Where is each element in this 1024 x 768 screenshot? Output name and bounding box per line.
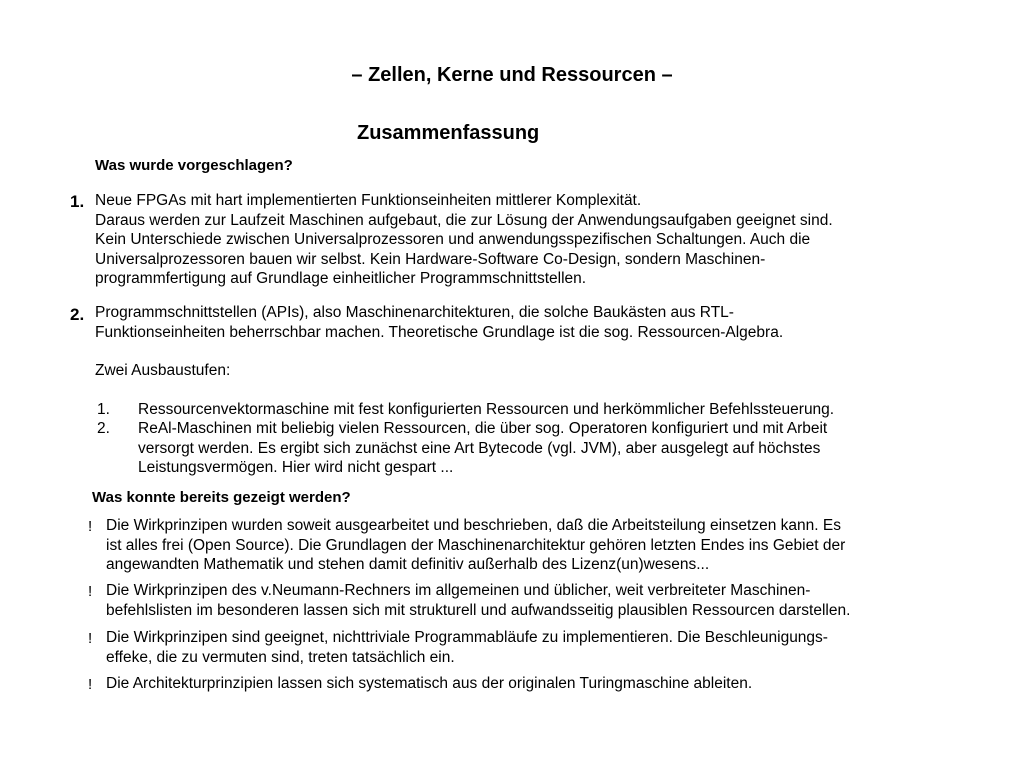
section-heading-proposed: Was wurde vorgeschlagen? [95,157,293,174]
stage-number-1: 1. [97,401,110,418]
text-line: Daraus werden zur Laufzeit Maschinen aufgebaut, die zur Lösung der Anwendungsaufgaben geeignet sind. [95,211,833,229]
page-subtitle: Zusammenfassung [357,122,540,144]
text-line: Die Wirkprinzipen wurden soweit ausgearbeitet und beschrieben, daß die Arbeitsteilung einsetzen kann. Es [106,517,841,534]
bullet-marker: ! [88,676,93,693]
text-line: programmfertigung auf Grundlage einheitlicher Programmschnittstellen. [95,270,587,287]
text-line: Programmschnittstellen (APIs), also Maschinenarchitekturen, die solche Baukästen aus RTL- [95,304,734,321]
text-line: versorgt werden. Es ergibt sich zunächst eine Art Bytecode (vgl. JVM), aber ausgelegt auf höchstes [138,439,821,457]
text-line: angewandten Mathematik und stehen damit definitiv außerhalb des Lizenz(un)wesens... [106,556,710,573]
text-line: Funktionseinheiten beherrschbar machen. Theoretische Grundlage ist die sog. Ressourcen-Algebra. [95,323,784,341]
bullet-3-text [106,628,828,667]
item-number-2: 2. [70,305,85,324]
text-line: Kein Unterschiede zwischen Universalprozessoren und anwendungsspezifischen Schaltungen. Auch die [95,231,811,248]
text-line: Die Wirkprinzipen sind geeignet, nichttriviale Programmabläufe zu implementieren. Die Beschleunigungs- [106,629,828,646]
page-title: – Zellen, Kerne und Ressourcen – [351,64,673,86]
section-heading-shown: Was konnte bereits gezeigt werden? [92,489,351,506]
text-line: Die Architekturprinzipien lassen sich systematisch aus der originalen Turingmaschine ableiten. [106,675,753,692]
text-line: effeke, die zu vermuten sind, treten tatsächlich ein. [106,648,455,666]
bullet-1-text [106,516,845,575]
text-line: Ressourcenvektormaschine mit fest konfigurierten Ressourcen und herkömmlicher Befehlssteuerung. [138,401,835,418]
stage-2-text [138,419,827,478]
stage-1-text [138,400,834,420]
text-line: Leistungsvermögen. Hier wird nicht gespart ... [138,459,454,476]
bullet-2-text [106,581,850,620]
bullet-marker: ! [88,630,93,647]
item-number-1: 1. [70,192,85,211]
text-line: ist alles frei (Open Source). Die Grundlagen der Maschinenarchitektur gehören letzten Endes ins Gebiet der [106,536,846,554]
bullet-4-text [106,674,752,694]
item-2-text [95,303,783,342]
bullet-marker: ! [88,518,93,535]
bullet-marker: ! [88,583,93,600]
text-line: ReAl-Maschinen mit beliebig vielen Ressourcen, die über sog. Operatoren konfiguriert und mit Arbeit [138,420,828,437]
stage-number-2: 2. [97,420,110,437]
text-line: Die Wirkprinzipen des v.Neumann-Rechners im allgemeinen und üblicher, weit verbreiteter Maschinen- [106,582,811,599]
item-1-text [95,191,833,289]
text-line: befehlslisten im besonderen lassen sich mit strukturell und aufwandsseitig plausiblen Ressourcen darstellen. [106,601,851,619]
text-line: Neue FPGAs mit hart implementierten Funktionseinheiten mittlerer Komplexität. [95,192,642,209]
stages-label: Zwei Ausbaustufen: [95,362,231,379]
text-line: Universalprozessoren bauen wir selbst. Kein Hardware-Software Co-Design, sondern Maschinen- [95,250,766,268]
